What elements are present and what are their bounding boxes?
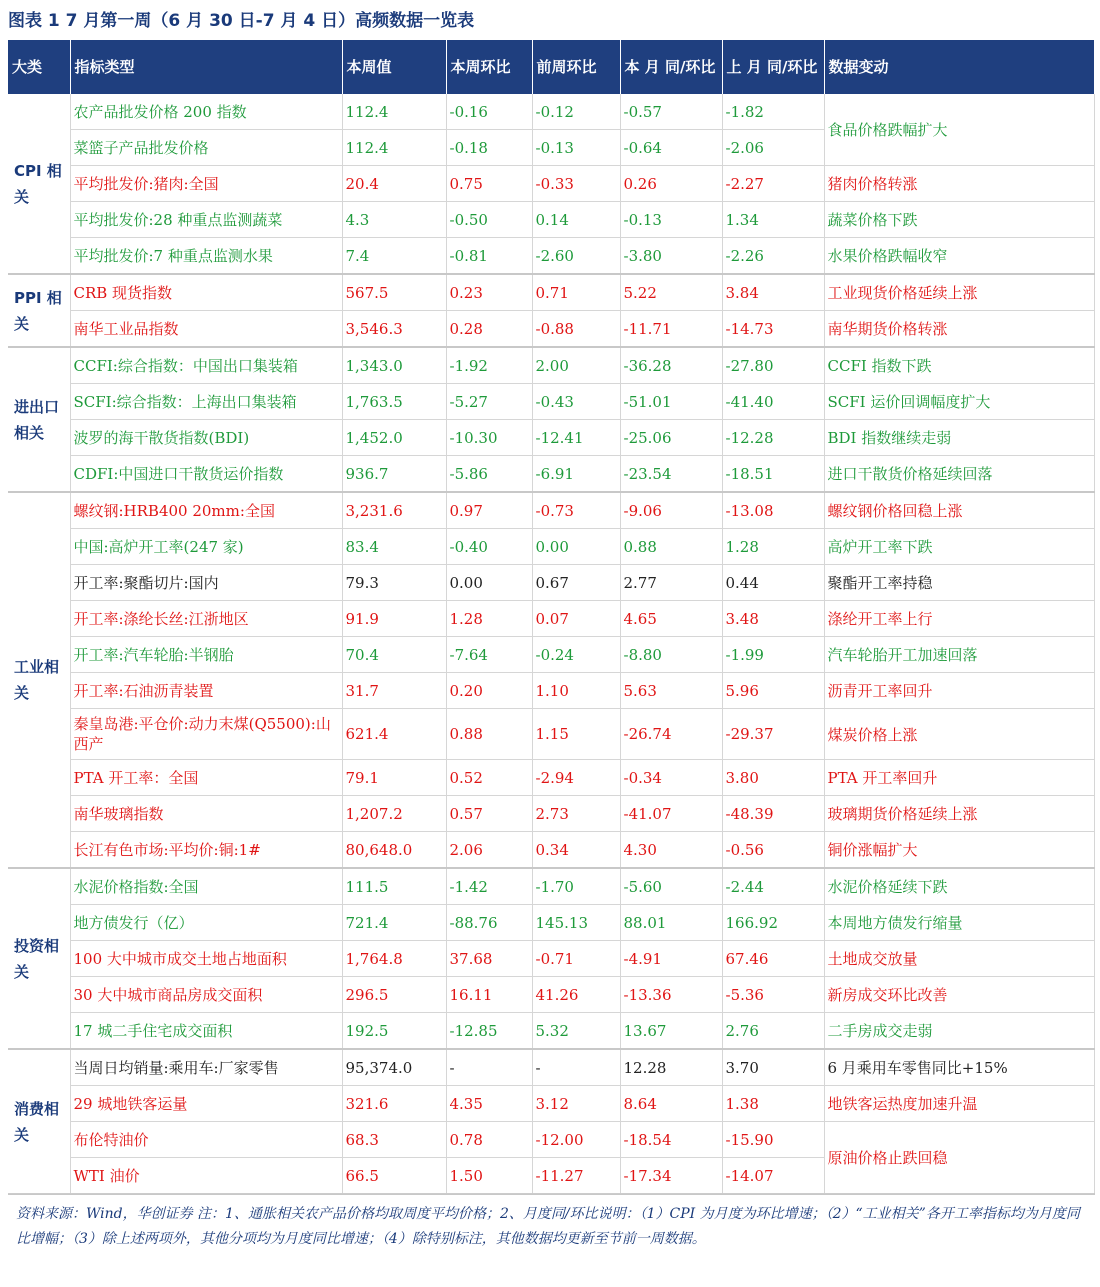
prev-week-wow: 145.13: [532, 905, 620, 941]
data-change: CCFI 指数下跌: [824, 347, 1094, 384]
table-row: [8, 565, 1094, 601]
prev-week-wow: -0.12: [532, 94, 620, 130]
table-row: [8, 456, 1094, 493]
data-change: 玻璃期货价格延续上涨: [824, 796, 1094, 832]
data-change: 水果价格跌幅收窄: [824, 238, 1094, 275]
table-row: [8, 347, 1094, 384]
this-month-yoy: -5.60: [620, 868, 722, 905]
prev-week-wow: -2.60: [532, 238, 620, 275]
this-week-wow: -0.81: [446, 238, 532, 275]
header-prev-week-wow: 前周环比: [532, 40, 620, 94]
this-week-wow: 0.88: [446, 709, 532, 760]
this-week-wow: 1.28: [446, 601, 532, 637]
this-week-value: 31.7: [342, 673, 446, 709]
header-indicator: 指标类型: [70, 40, 342, 94]
table-row: [8, 673, 1094, 709]
last-month-yoy: -48.39: [722, 796, 824, 832]
this-week-wow: -5.27: [446, 384, 532, 420]
category-ppi: PPI 相关: [8, 274, 70, 347]
this-month-yoy: 13.67: [620, 1013, 722, 1050]
table-row: [8, 905, 1094, 941]
indicator-name: 布伦特油价: [70, 1122, 342, 1158]
category-industry: 工业相关: [8, 492, 70, 868]
prev-week-wow: 1.15: [532, 709, 620, 760]
this-week-wow: 0.52: [446, 760, 532, 796]
this-month-yoy: 0.88: [620, 529, 722, 565]
data-change: 汽车轮胎开工加速回落: [824, 637, 1094, 673]
this-week-value: 192.5: [342, 1013, 446, 1050]
category-investment: 投资相关: [8, 868, 70, 1049]
data-change: 沥青开工率回升: [824, 673, 1094, 709]
this-month-yoy: -4.91: [620, 941, 722, 977]
last-month-yoy: 1.34: [722, 202, 824, 238]
table-row: [8, 868, 1094, 905]
this-week-value: 936.7: [342, 456, 446, 493]
last-month-yoy: -5.36: [722, 977, 824, 1013]
this-month-yoy: -41.07: [620, 796, 722, 832]
indicator-name: CCFI:综合指数：中国出口集装箱: [70, 347, 342, 384]
prev-week-wow: 0.71: [532, 274, 620, 311]
this-week-wow: 0.97: [446, 492, 532, 529]
indicator-name: SCFI:综合指数：上海出口集装箱: [70, 384, 342, 420]
last-month-yoy: 0.44: [722, 565, 824, 601]
this-week-value: 3,546.3: [342, 311, 446, 348]
last-month-yoy: -18.51: [722, 456, 824, 493]
last-month-yoy: -14.73: [722, 311, 824, 348]
this-week-wow: 0.75: [446, 166, 532, 202]
this-week-wow: -: [446, 1049, 532, 1086]
indicator-name: 30 大中城市商品房成交面积: [70, 977, 342, 1013]
this-month-yoy: -9.06: [620, 492, 722, 529]
data-change: 铜价涨幅扩大: [824, 832, 1094, 869]
table-row: [8, 832, 1094, 869]
prev-week-wow: -0.33: [532, 166, 620, 202]
table-header: [8, 40, 1094, 94]
table-row: [8, 384, 1094, 420]
last-month-yoy: 3.84: [722, 274, 824, 311]
data-change: 本周地方债发行缩量: [824, 905, 1094, 941]
category-trade: 进出口相关: [8, 347, 70, 492]
this-week-wow: -5.86: [446, 456, 532, 493]
this-week-wow: -1.92: [446, 347, 532, 384]
last-month-yoy: -14.07: [722, 1158, 824, 1195]
data-change: BDI 指数继续走弱: [824, 420, 1094, 456]
last-month-yoy: 5.96: [722, 673, 824, 709]
this-week-value: 621.4: [342, 709, 446, 760]
this-week-wow: -88.76: [446, 905, 532, 941]
this-week-wow: 0.28: [446, 311, 532, 348]
this-week-value: 80,648.0: [342, 832, 446, 869]
this-month-yoy: 12.28: [620, 1049, 722, 1086]
this-month-yoy: -36.28: [620, 347, 722, 384]
header-this-month-yoy: 本 月 同/环比: [620, 40, 722, 94]
prev-week-wow: -6.91: [532, 456, 620, 493]
last-month-yoy: -2.26: [722, 238, 824, 275]
this-month-yoy: 2.77: [620, 565, 722, 601]
last-month-yoy: -2.44: [722, 868, 824, 905]
data-change: 新房成交环比改善: [824, 977, 1094, 1013]
this-month-yoy: -25.06: [620, 420, 722, 456]
category-cpi: CPI 相关: [8, 94, 70, 274]
table-row: [8, 637, 1094, 673]
this-month-yoy: -17.34: [620, 1158, 722, 1195]
this-week-wow: -0.16: [446, 94, 532, 130]
prev-week-wow: -1.70: [532, 868, 620, 905]
this-month-yoy: 4.65: [620, 601, 722, 637]
figure-title: 图表 1 7 月第一周（6 月 30 日-7 月 4 日）高频数据一览表: [8, 11, 475, 31]
data-change: 螺纹钢价格回稳上涨: [824, 492, 1094, 529]
data-change: 涤纶开工率上行: [824, 601, 1094, 637]
this-week-value: 1,763.5: [342, 384, 446, 420]
data-change: 进口干散货价格延续回落: [824, 456, 1094, 493]
high-frequency-data-table: [8, 40, 1095, 1195]
this-week-value: 79.3: [342, 565, 446, 601]
this-week-value: 721.4: [342, 905, 446, 941]
indicator-name: 17 城二手住宅成交面积: [70, 1013, 342, 1050]
this-week-wow: 0.57: [446, 796, 532, 832]
header-category: 大类: [8, 40, 70, 94]
this-month-yoy: -18.54: [620, 1122, 722, 1158]
this-week-wow: 0.23: [446, 274, 532, 311]
this-month-yoy: -0.34: [620, 760, 722, 796]
last-month-yoy: 3.70: [722, 1049, 824, 1086]
indicator-name: 波罗的海干散货指数(BDI): [70, 420, 342, 456]
table-row: [8, 796, 1094, 832]
prev-week-wow: -0.24: [532, 637, 620, 673]
last-month-yoy: 2.76: [722, 1013, 824, 1050]
prev-week-wow: 0.67: [532, 565, 620, 601]
indicator-name: PTA 开工率：全国: [70, 760, 342, 796]
data-change: 南华期货价格转涨: [824, 311, 1094, 348]
data-change: 水泥价格延续下跌: [824, 868, 1094, 905]
this-week-wow: -0.50: [446, 202, 532, 238]
last-month-yoy: 1.28: [722, 529, 824, 565]
last-month-yoy: 3.48: [722, 601, 824, 637]
prev-week-wow: -2.94: [532, 760, 620, 796]
this-month-yoy: -26.74: [620, 709, 722, 760]
indicator-name: 长江有色市场:平均价:铜:1#: [70, 832, 342, 869]
indicator-name: 南华工业品指数: [70, 311, 342, 348]
table-row: [8, 760, 1094, 796]
this-week-value: 4.3: [342, 202, 446, 238]
indicator-name: 开工率:聚酯切片:国内: [70, 565, 342, 601]
indicator-name: 农产品批发价格 200 指数: [70, 94, 342, 130]
prev-week-wow: -11.27: [532, 1158, 620, 1195]
indicator-name: 当周日均销量:乘用车:厂家零售: [70, 1049, 342, 1086]
indicator-name: 平均批发价:7 种重点监测水果: [70, 238, 342, 275]
this-week-value: 7.4: [342, 238, 446, 275]
last-month-yoy: -41.40: [722, 384, 824, 420]
this-week-value: 1,764.8: [342, 941, 446, 977]
data-change: 工业现货价格延续上涨: [824, 274, 1094, 311]
data-change: 煤炭价格上涨: [824, 709, 1094, 760]
indicator-name: 秦皇岛港:平仓价:动力末煤(Q5500):山西产: [70, 709, 342, 760]
prev-week-wow: 0.07: [532, 601, 620, 637]
indicator-name: CDFI:中国进口干散货运价指数: [70, 456, 342, 493]
this-week-wow: 0.00: [446, 565, 532, 601]
last-month-yoy: 67.46: [722, 941, 824, 977]
indicator-name: 100 大中城市成交土地占地面积: [70, 941, 342, 977]
this-week-wow: -10.30: [446, 420, 532, 456]
this-month-yoy: -51.01: [620, 384, 722, 420]
this-month-yoy: 88.01: [620, 905, 722, 941]
this-week-wow: 0.20: [446, 673, 532, 709]
this-week-value: 296.5: [342, 977, 446, 1013]
last-month-yoy: -12.28: [722, 420, 824, 456]
last-month-yoy: -2.06: [722, 130, 824, 166]
data-change: 高炉开工率下跌: [824, 529, 1094, 565]
this-week-value: 112.4: [342, 130, 446, 166]
last-month-yoy: 3.80: [722, 760, 824, 796]
prev-week-wow: -: [532, 1049, 620, 1086]
table-row: [8, 492, 1094, 529]
indicator-name: 平均批发价:28 种重点监测蔬菜: [70, 202, 342, 238]
indicator-name: WTI 油价: [70, 1158, 342, 1195]
table-row: [8, 1049, 1094, 1086]
indicator-name: 29 城地铁客运量: [70, 1086, 342, 1122]
this-month-yoy: 0.26: [620, 166, 722, 202]
table-row: [8, 94, 1094, 130]
data-change: 原油价格止跌回稳: [824, 1122, 1094, 1195]
indicator-name: 水泥价格指数:全国: [70, 868, 342, 905]
data-change: 聚酯开工率持稳: [824, 565, 1094, 601]
indicator-name: 地方债发行（亿）: [70, 905, 342, 941]
data-change: SCFI 运价回调幅度扩大: [824, 384, 1094, 420]
table-row: [8, 601, 1094, 637]
data-change: 土地成交放量: [824, 941, 1094, 977]
prev-week-wow: 2.00: [532, 347, 620, 384]
prev-week-wow: 0.00: [532, 529, 620, 565]
data-change: 二手房成交走弱: [824, 1013, 1094, 1050]
table-row: [8, 274, 1094, 311]
this-month-yoy: 8.64: [620, 1086, 722, 1122]
header-data-change: 数据变动: [824, 40, 1094, 94]
table-row: [8, 1122, 1094, 1158]
this-week-value: 321.6: [342, 1086, 446, 1122]
this-month-yoy: -13.36: [620, 977, 722, 1013]
header-this-week-value: 本周值: [342, 40, 446, 94]
this-week-value: 68.3: [342, 1122, 446, 1158]
this-month-yoy: -3.80: [620, 238, 722, 275]
table-row: [8, 238, 1094, 275]
last-month-yoy: 1.38: [722, 1086, 824, 1122]
last-month-yoy: -27.80: [722, 347, 824, 384]
prev-week-wow: 2.73: [532, 796, 620, 832]
this-week-wow: 2.06: [446, 832, 532, 869]
this-week-value: 83.4: [342, 529, 446, 565]
prev-week-wow: 41.26: [532, 977, 620, 1013]
header-this-week-wow: 本周环比: [446, 40, 532, 94]
this-month-yoy: -8.80: [620, 637, 722, 673]
this-week-value: 567.5: [342, 274, 446, 311]
table-row: [8, 166, 1094, 202]
this-month-yoy: -0.57: [620, 94, 722, 130]
data-change: 6 月乘用车零售同比+15%: [824, 1049, 1094, 1086]
table-row: [8, 709, 1094, 760]
indicator-name: 菜篮子产品批发价格: [70, 130, 342, 166]
this-month-yoy: 4.30: [620, 832, 722, 869]
indicator-name: CRB 现货指数: [70, 274, 342, 311]
prev-week-wow: 3.12: [532, 1086, 620, 1122]
indicator-name: 中国:高炉开工率(247 家): [70, 529, 342, 565]
prev-week-wow: 0.34: [532, 832, 620, 869]
prev-week-wow: 5.32: [532, 1013, 620, 1050]
prev-week-wow: -12.00: [532, 1122, 620, 1158]
this-week-value: 3,231.6: [342, 492, 446, 529]
table-row: [8, 529, 1094, 565]
header-last-month-yoy: 上 月 同/环比: [722, 40, 824, 94]
this-week-value: 1,452.0: [342, 420, 446, 456]
this-week-value: 91.9: [342, 601, 446, 637]
this-week-value: 1,343.0: [342, 347, 446, 384]
last-month-yoy: -29.37: [722, 709, 824, 760]
this-month-yoy: -0.13: [620, 202, 722, 238]
last-month-yoy: -1.99: [722, 637, 824, 673]
table-row: [8, 941, 1094, 977]
prev-week-wow: 1.10: [532, 673, 620, 709]
this-week-value: 95,374.0: [342, 1049, 446, 1086]
last-month-yoy: -13.08: [722, 492, 824, 529]
this-week-wow: -0.18: [446, 130, 532, 166]
this-week-wow: 0.78: [446, 1122, 532, 1158]
last-month-yoy: -15.90: [722, 1122, 824, 1158]
this-week-value: 20.4: [342, 166, 446, 202]
table-row: [8, 311, 1094, 348]
this-week-value: 70.4: [342, 637, 446, 673]
data-change: 蔬菜价格下跌: [824, 202, 1094, 238]
last-month-yoy: -2.27: [722, 166, 824, 202]
source-note: 资料来源：Wind，华创证券 注：1、通胀相关农产品价格均取周度平均价格；2、月度同/环比说明：（1）CPI 为月度为环比增速；（2）“工业相关”各开工率指标均为月度同比增幅；（3）除上述两项外，其他分项均为月度同比增速；（4）除特别标注，其他数据均更新至节前一周数据。: [8, 1193, 1094, 1260]
prev-week-wow: 0.14: [532, 202, 620, 238]
this-week-wow: 16.11: [446, 977, 532, 1013]
data-change: 食品价格跌幅扩大: [824, 94, 1094, 166]
category-consumption: 消费相关: [8, 1049, 70, 1194]
prev-week-wow: -0.73: [532, 492, 620, 529]
table-row: [8, 1086, 1094, 1122]
prev-week-wow: -12.41: [532, 420, 620, 456]
data-change: 地铁客运热度加速升温: [824, 1086, 1094, 1122]
this-month-yoy: -23.54: [620, 456, 722, 493]
indicator-name: 螺纹钢:HRB400 20mm:全国: [70, 492, 342, 529]
this-week-value: 1,207.2: [342, 796, 446, 832]
this-month-yoy: -0.64: [620, 130, 722, 166]
table-row: [8, 977, 1094, 1013]
prev-week-wow: -0.13: [532, 130, 620, 166]
this-week-wow: -0.40: [446, 529, 532, 565]
this-week-value: 112.4: [342, 94, 446, 130]
table-row: [8, 420, 1094, 456]
data-change: 猪肉价格转涨: [824, 166, 1094, 202]
this-month-yoy: -11.71: [620, 311, 722, 348]
prev-week-wow: -0.88: [532, 311, 620, 348]
this-week-wow: 1.50: [446, 1158, 532, 1195]
this-week-wow: 37.68: [446, 941, 532, 977]
data-change: PTA 开工率回升: [824, 760, 1094, 796]
indicator-name: 开工率:涤纶长丝:江浙地区: [70, 601, 342, 637]
this-week-value: 79.1: [342, 760, 446, 796]
last-month-yoy: 166.92: [722, 905, 824, 941]
last-month-yoy: -1.82: [722, 94, 824, 130]
prev-week-wow: -0.43: [532, 384, 620, 420]
table-row: [8, 202, 1094, 238]
indicator-name: 开工率:汽车轮胎:半钢胎: [70, 637, 342, 673]
this-week-value: 66.5: [342, 1158, 446, 1195]
indicator-name: 平均批发价:猪肉:全国: [70, 166, 342, 202]
last-month-yoy: -0.56: [722, 832, 824, 869]
this-week-value: 111.5: [342, 868, 446, 905]
indicator-name: 南华玻璃指数: [70, 796, 342, 832]
this-week-wow: -1.42: [446, 868, 532, 905]
this-month-yoy: 5.22: [620, 274, 722, 311]
table-row: [8, 1013, 1094, 1050]
this-week-wow: -12.85: [446, 1013, 532, 1050]
prev-week-wow: -0.71: [532, 941, 620, 977]
this-week-wow: 4.35: [446, 1086, 532, 1122]
indicator-name: 开工率:石油沥青装置: [70, 673, 342, 709]
this-week-wow: -7.64: [446, 637, 532, 673]
this-month-yoy: 5.63: [620, 673, 722, 709]
